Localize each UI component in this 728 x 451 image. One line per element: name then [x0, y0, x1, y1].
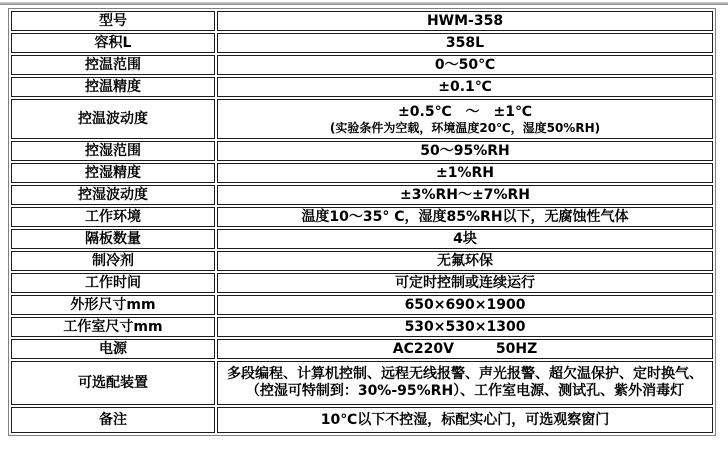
- spec-table: [8, 8, 716, 436]
- spec-value: 0～50℃: [217, 55, 713, 75]
- spec-value: [217, 361, 713, 405]
- table-row-volume: [11, 33, 713, 53]
- spec-value: ±0.1℃: [217, 77, 713, 97]
- spec-value: 530×530×1300: [217, 317, 713, 337]
- spec-value: 可定时控制或连续运行: [217, 273, 713, 293]
- table-row-refrigerant: [11, 251, 713, 271]
- spec-value: 650×690×1900: [217, 295, 713, 315]
- spec-value: 4块: [217, 229, 713, 249]
- spec-label: 备注: [11, 407, 215, 433]
- spec-label: 工作时间: [11, 273, 215, 293]
- table-row-temp-range: [11, 55, 713, 75]
- spec-value: 无氟环保: [217, 251, 713, 271]
- spec-label: 工作室尺寸mm: [11, 317, 215, 337]
- spec-value-line1: ±0.5℃ ～ ±1℃: [398, 103, 532, 120]
- spec-value: ±1%RH: [217, 163, 713, 183]
- spec-table-body: [11, 11, 713, 433]
- table-row-optional-accessories: [11, 361, 713, 405]
- spec-label: 控湿精度: [11, 163, 215, 183]
- spec-value: [217, 99, 713, 139]
- table-row-model: [11, 11, 713, 31]
- table-row-power-supply: [11, 339, 713, 359]
- table-row-outer-dimensions: [11, 295, 713, 315]
- spec-label: 隔板数量: [11, 229, 215, 249]
- spec-value: ±3%RH～±7%RH: [217, 185, 713, 205]
- table-row-temp-fluctuation: [11, 99, 713, 139]
- table-row-humidity-fluctuation: [11, 185, 713, 205]
- spec-label: 工作环境: [11, 207, 215, 227]
- spec-label: 控湿范围: [11, 141, 215, 161]
- top-divider: [0, 2, 728, 5]
- table-row-humidity-accuracy: [11, 163, 713, 183]
- spec-value-line2: (实验条件为空载，环境温度20℃，湿度50%RH): [329, 120, 601, 135]
- table-row-work-time: [11, 273, 713, 293]
- spec-label: 控温精度: [11, 77, 215, 97]
- spec-value: 358L: [217, 33, 713, 53]
- spec-label: 控湿波动度: [11, 185, 215, 205]
- table-row-shelf-count: [11, 229, 713, 249]
- spec-value-line1: 多段编程、计算机控制、远程无线报警、声光报警、超欠温保护、定时换气、: [227, 366, 703, 382]
- spec-label: 控温波动度: [11, 99, 215, 139]
- spec-label: 制冷剂: [11, 251, 215, 271]
- spec-label: 容积L: [11, 33, 215, 53]
- spec-value-line2: （控湿可特制到：30%-95%RH）、工作室电源、测试孔、紫外消毒灯: [245, 383, 685, 399]
- table-row-remarks: [11, 407, 713, 433]
- spec-value: HWM-358: [217, 11, 713, 31]
- spec-label: 型号: [11, 11, 215, 31]
- spec-value: 温度10～35° C，湿度85%RH以下，无腐蚀性气体: [217, 207, 713, 227]
- spec-label: 外形尺寸mm: [11, 295, 215, 315]
- table-row-temp-accuracy: [11, 77, 713, 97]
- spec-value: 50～95%RH: [217, 141, 713, 161]
- spec-label: 电源: [11, 339, 215, 359]
- spec-label: 控温范围: [11, 55, 215, 75]
- table-row-humidity-range: [11, 141, 713, 161]
- table-row-chamber-dimensions: [11, 317, 713, 337]
- table-row-work-environment: [11, 207, 713, 227]
- spec-value: AC220V 50HZ: [217, 339, 713, 359]
- spec-label: 可选配装置: [11, 361, 215, 405]
- spec-value: 10℃以下不控湿，标配实心门，可选观察窗门: [217, 407, 713, 433]
